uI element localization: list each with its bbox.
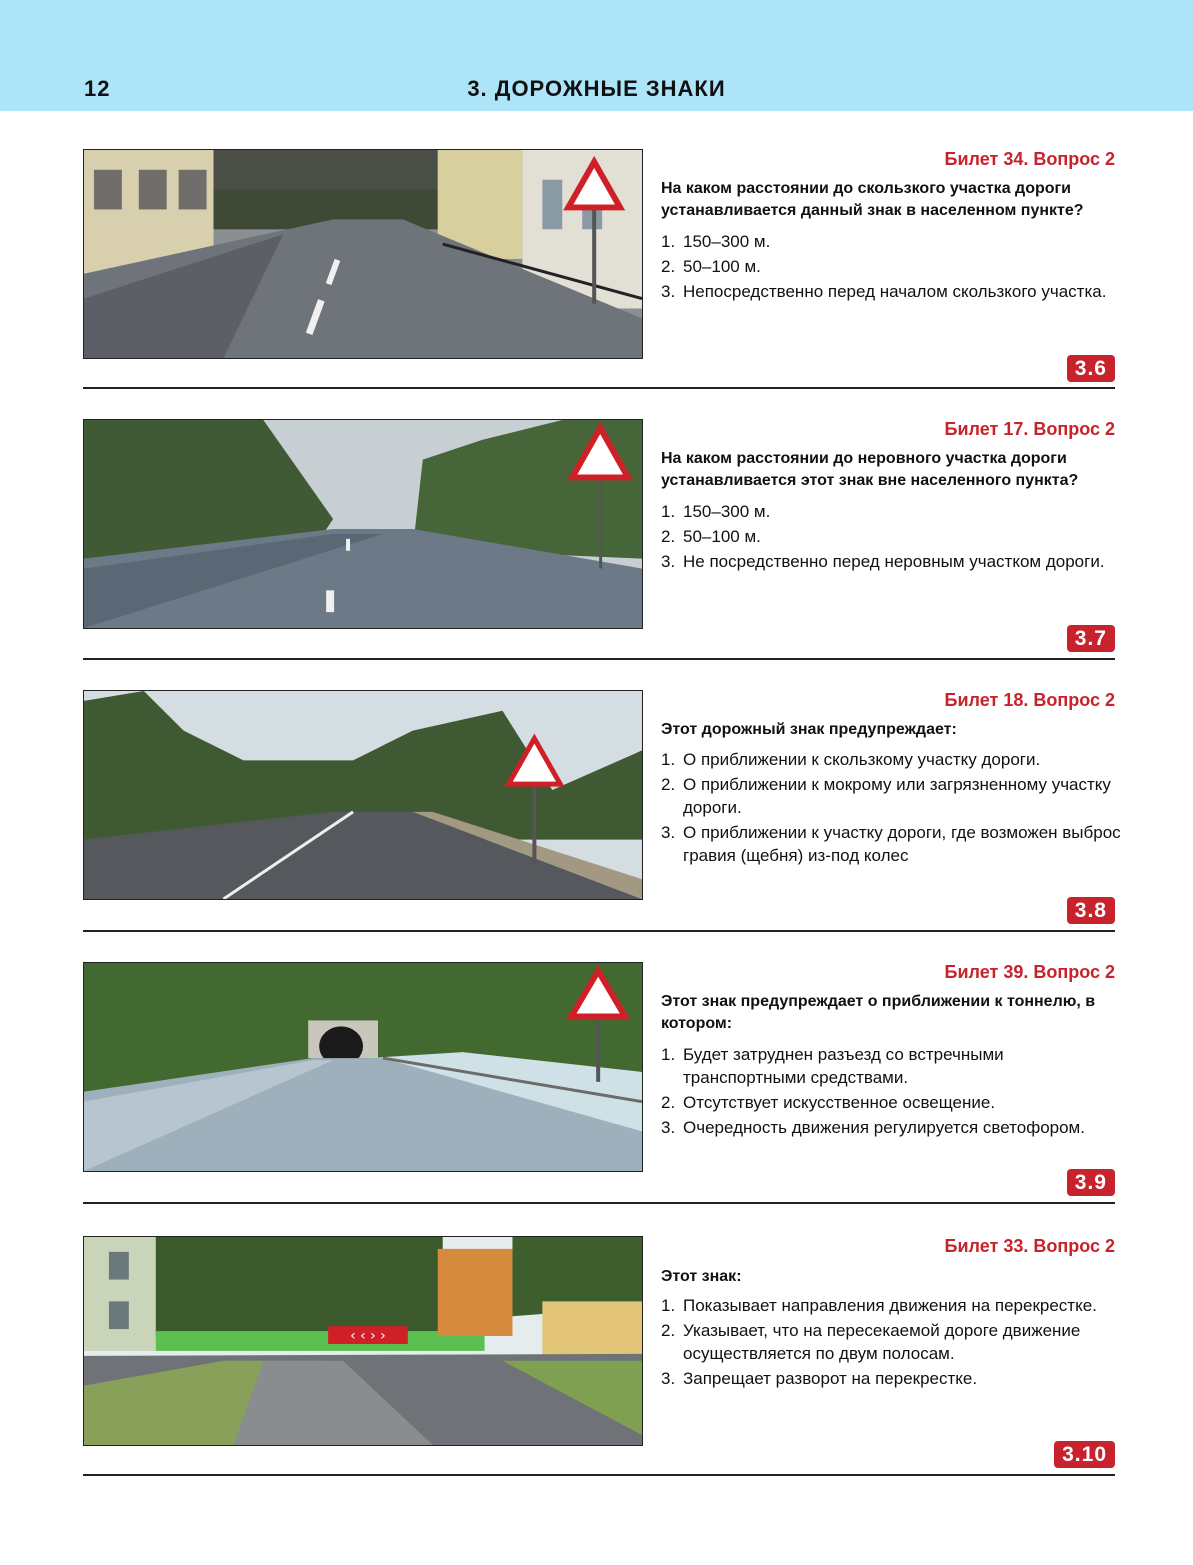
ticket-label: Билет 18. Вопрос 2 bbox=[944, 690, 1115, 710]
answer-list bbox=[661, 500, 1121, 575]
answer-option: 3. Непосредственно перед началом скользкого участка. bbox=[661, 282, 1107, 301]
answer-option: 1. 150–300 м. bbox=[661, 502, 771, 521]
question-text: Этот знак предупреждает о приближении к тоннелю, в котором: bbox=[661, 993, 1096, 1032]
sign-code-badge: 3.8 bbox=[1067, 897, 1115, 924]
sign-code-badge: 3.10 bbox=[1054, 1441, 1115, 1468]
answer-option: 2. Указывает, что на пересекаемой дороге движение осуществляется по двум полосам. bbox=[661, 1321, 1081, 1363]
chapter-title: 3. ДОРОЖНЫЕ ЗНАКИ bbox=[467, 76, 726, 101]
svg-text:‹ ‹ › ›: ‹ ‹ › › bbox=[350, 1328, 386, 1344]
sign-code-badge: 3.7 bbox=[1067, 625, 1115, 652]
road-photo-gravel bbox=[83, 690, 643, 900]
answer-option: 3. О приближении к участку дороги, где возможен выброс гравия (щебня) из-под колес bbox=[661, 823, 1121, 865]
road-photo-slippery bbox=[83, 149, 643, 359]
answer-option: 2. О приближении к мокрому или загрязненному участку дороги. bbox=[661, 775, 1111, 817]
road-photo-intersection bbox=[83, 1236, 643, 1446]
section-divider bbox=[83, 1202, 1115, 1204]
ticket-label: Билет 17. Вопрос 2 bbox=[944, 419, 1115, 439]
section-divider bbox=[83, 1474, 1115, 1476]
answer-option: 2. 50–100 м. bbox=[661, 257, 761, 276]
sign-code-badge: 3.9 bbox=[1067, 1169, 1115, 1196]
answer-option: 1. О приближении к скользкому участку дороги. bbox=[661, 750, 1041, 769]
question-text: Этот дорожный знак предупреждает: bbox=[661, 721, 957, 738]
ticket-label: Билет 33. Вопрос 2 bbox=[944, 1236, 1115, 1256]
answer-option: 1. 150–300 м. bbox=[661, 232, 771, 251]
section-divider bbox=[83, 658, 1115, 660]
answer-option: 2. 50–100 м. bbox=[661, 527, 761, 546]
answer-option: 1. Будет затруднен разъезд со встречными транспортными средствами. bbox=[661, 1045, 1004, 1087]
ticket-label: Билет 39. Вопрос 2 bbox=[944, 962, 1115, 982]
answer-list bbox=[661, 748, 1121, 869]
sign-code-badge: 3.6 bbox=[1067, 355, 1115, 382]
answer-option: 3. Запрещает разворот на перекрестке. bbox=[661, 1369, 978, 1388]
road-photo-tunnel bbox=[83, 962, 643, 1172]
page-number: 12 bbox=[84, 76, 111, 101]
ticket-label: Билет 34. Вопрос 2 bbox=[944, 149, 1115, 169]
answer-option: 3. Очередность движения регулируется светофором. bbox=[661, 1118, 1085, 1137]
section-divider bbox=[83, 387, 1115, 389]
answer-list bbox=[661, 1294, 1121, 1392]
section-divider bbox=[83, 930, 1115, 932]
page-header bbox=[0, 0, 1193, 111]
road-photo-uneven bbox=[83, 419, 643, 629]
question-text: На каком расстоянии до неровного участка дороги устанавливается этот знак вне населенного пункта? bbox=[661, 450, 1079, 489]
answer-option: 2. Отсутствует искусственное освещение. bbox=[661, 1093, 996, 1112]
question-text: Этот знак: bbox=[661, 1268, 742, 1285]
answer-option: 3. Не посредственно перед неровным участком дороги. bbox=[661, 552, 1105, 571]
answer-list bbox=[661, 230, 1121, 305]
answer-list bbox=[661, 1043, 1121, 1141]
question-text: На каком расстоянии до скользкого участка дороги устанавливается данный знак в населенном пункте? bbox=[661, 180, 1084, 219]
answer-option: 1. Показывает направления движения на перекрестке. bbox=[661, 1296, 1097, 1315]
